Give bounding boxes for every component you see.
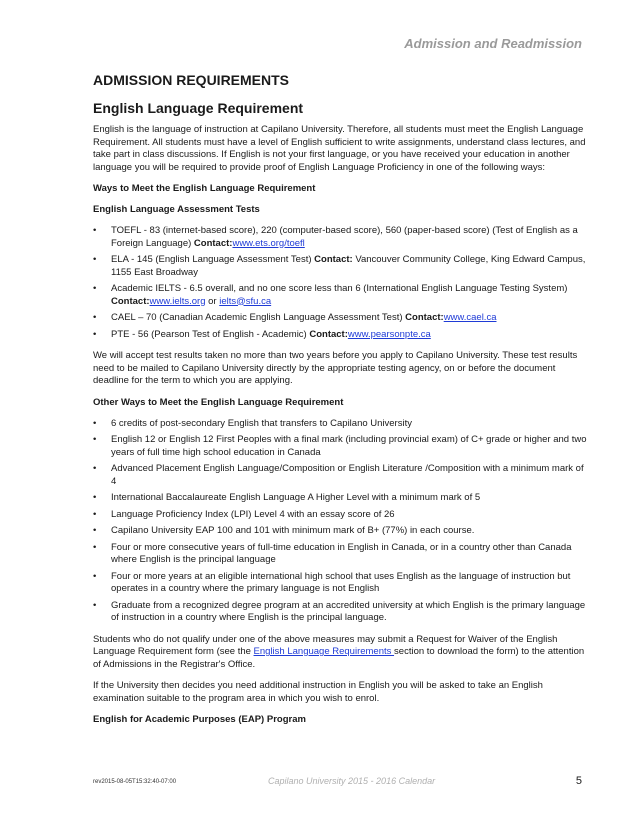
waiver-text-after: section to download the form) to the attention of Admissions in the Registrar's Office. (93, 646, 585, 670)
bullet: • (93, 525, 97, 536)
bullet: • (93, 254, 97, 265)
contact-label: Contact: (193, 237, 233, 249)
bullet: • (93, 599, 97, 611)
item-text: Four or more consecutive years of full-time education in English in Canada, or in a country other than Canada where English is the principal language (111, 541, 572, 565)
bullet: • (93, 492, 97, 503)
item-text: Capilano University EAP 100 and 101 with minimum mark of B+ (77%) in each course. (111, 525, 475, 536)
list-item (93, 600, 587, 625)
other-ways-list (93, 418, 587, 625)
eap-heading: English for Academic Purposes (EAP) Program (93, 714, 306, 725)
bullet: • (93, 434, 97, 445)
page-heading: ADMISSION REQUIREMENTS (93, 72, 290, 88)
page-number: 5 (575, 775, 582, 787)
contact-label: Contact: (111, 295, 150, 307)
contact-label: Contact: (405, 312, 444, 323)
item-text: CAEL – 70 (Canadian Academic English Language Assessment Test) (111, 312, 406, 323)
contact-label: Contact: (309, 328, 348, 340)
toefl-link[interactable]: www.ets.org/toefl (232, 237, 305, 249)
bullet: • (93, 570, 97, 582)
revision-code: rev2015-08-05T15:32:40-07:00 (93, 779, 177, 785)
list-item (93, 509, 587, 522)
list-item (93, 571, 587, 596)
bullet: • (93, 463, 97, 474)
item-text: Academic IELTS - 6.5 overall, and no one score less than 6 (International English Language Testing System) (111, 283, 568, 294)
pte-link[interactable]: www.pearsonpte.ca (347, 328, 431, 340)
ways-heading: Ways to Meet the English Language Requirement (93, 183, 316, 194)
list-item (93, 283, 587, 308)
list-item (93, 418, 587, 431)
list-item (93, 492, 587, 505)
ielts-link[interactable]: www.ielts.org (149, 295, 206, 307)
waiver-paragraph (93, 634, 587, 672)
list-item (93, 434, 587, 459)
item-text: International Baccalaureate English Language A Higher Level with a minimum mark of 5 (111, 492, 481, 503)
item-text: Graduate from a recognized degree program at an accredited university at which English is the primary language of instruction in a country where English is the principal language. (111, 599, 586, 623)
joiner-text: or (205, 295, 220, 307)
bullet: • (93, 328, 97, 340)
ielts-email-link[interactable]: ielts@sfu.ca (219, 295, 272, 307)
list-item (93, 542, 587, 567)
tests-list (93, 225, 587, 341)
item-text: PTE - 56 (Pearson Test of English - Academic) (111, 328, 310, 340)
test-results-paragraph: We will accept test results taken no more than two years before you apply to Capilano University. These test results need to be mailed to Capilano University directly by the appropriate testing agency, on or before the document deadline for the term to which you are applying. (93, 350, 578, 386)
item-text: 6 credits of post-secondary English that transfers to Capilano University (111, 417, 412, 429)
item-text: Four or more years at an eligible international high school that uses English as the language of instruction but operates in a country where the primary language is not English (111, 570, 571, 594)
additional-instruction-paragraph: If the University then decides you need additional instruction in English you will be asked to take an English examination suitable to the program area in which you wish to enrol. (93, 680, 543, 704)
list-item (93, 329, 587, 342)
list-item (93, 254, 587, 279)
bullet: • (93, 225, 97, 236)
section-title: English Language Requirement (93, 100, 304, 116)
bullet: • (93, 283, 97, 294)
item-text: ELA - 145 (English Language Assessment Test) (111, 254, 315, 265)
running-header: Admission and Readmission (404, 36, 582, 51)
bullet: • (93, 508, 97, 520)
list-item (93, 463, 587, 488)
list-item (93, 312, 587, 325)
list-item (93, 525, 587, 538)
bullet: • (93, 417, 97, 429)
page-content (93, 72, 587, 735)
cael-link[interactable]: www.cael.ca (443, 312, 497, 323)
waiver-text-before: Students who do not qualify under one of the above measures may submit a Request for Waiver of the English Language Requirement form (see the (93, 633, 558, 657)
item-text: Language Proficiency Index (LPI) Level 4 with an essay score of 26 (111, 508, 395, 520)
list-item (93, 225, 587, 250)
intro-paragraph: English is the language of instruction at Capilano University. Therefore, all students must meet the English Language Requirement. All students must have a level of English sufficient to write assignments, understand class lectures, and take part in class discussions. If English is not your first language, or you have received your education in another language you will be required to provide proof of English Language Proficiency in one of the following ways: (93, 124, 586, 173)
bullet: • (93, 312, 97, 323)
item-text: Advanced Placement English Language/Composition or English Literature /Composition with a minimum mark of 4 (111, 463, 584, 487)
footer-calendar-title: Capilano University 2015 - 2016 Calendar (268, 776, 436, 786)
other-ways-heading: Other Ways to Meet the English Language Requirement (93, 396, 344, 408)
item-text: TOEFL - 83 (internet-based score), 220 (computer-based score), 560 (paper-based score) (Test of English as a Foreign Language) (111, 225, 578, 249)
contact-text: Vancouver Community College, King Edward Campus, 1155 East Broadway (111, 254, 586, 278)
tests-heading: English Language Assessment Tests (93, 204, 260, 215)
item-text: English 12 or English 12 First Peoples with a final mark (including provincial exam) of C+ grade or higher and two years of full time high school education in Canada (111, 434, 587, 458)
english-requirements-link[interactable]: English Language Requirements (253, 646, 395, 657)
contact-label: Contact: (314, 254, 353, 265)
bullet: • (93, 541, 97, 553)
